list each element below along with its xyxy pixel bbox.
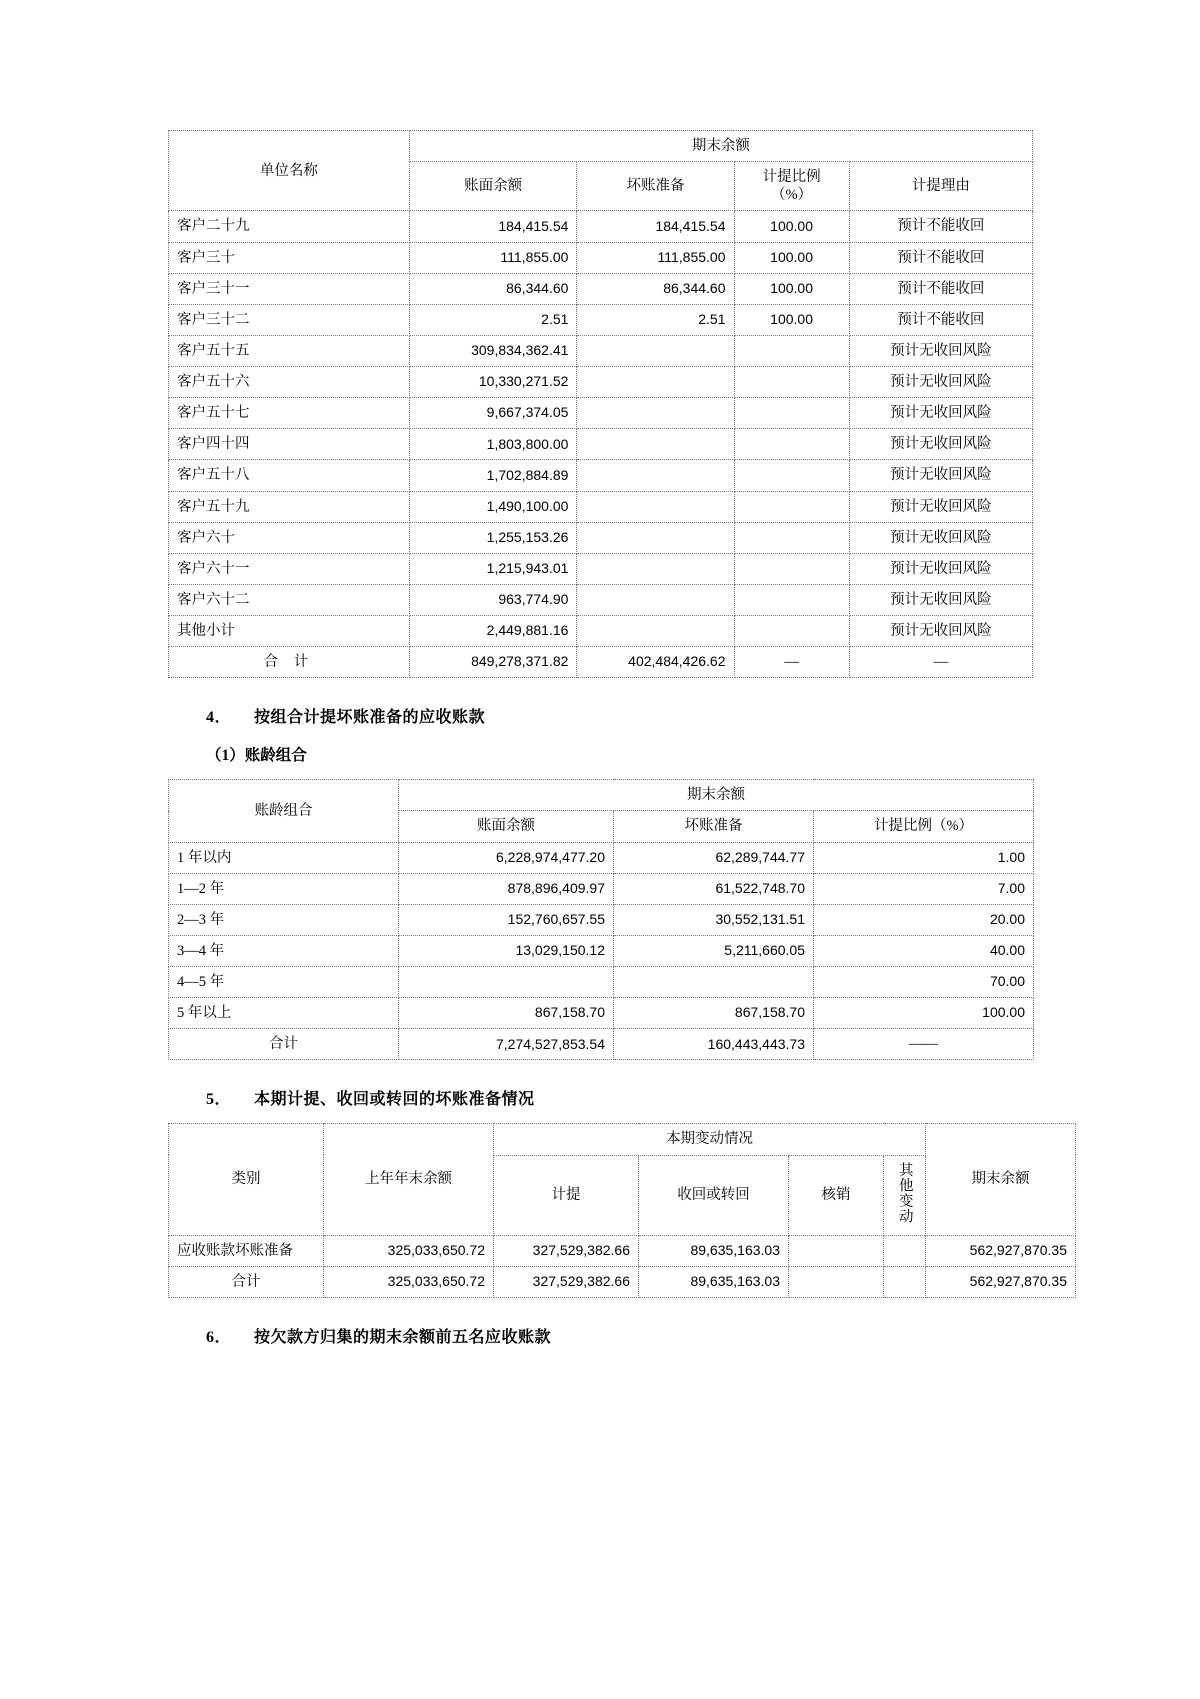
cell-total-book: 7,274,527,853.54 — [399, 1029, 614, 1060]
cell-reason: 预计无收回风险 — [849, 491, 1032, 522]
cell-unit: 客户五十八 — [169, 460, 410, 491]
cell-reason: 预计无收回风险 — [849, 335, 1032, 366]
section-6-heading — [206, 1324, 1033, 1347]
cell-unit: 客户五十七 — [169, 398, 410, 429]
cell-total-end: 562,927,870.35 — [926, 1266, 1076, 1297]
cell-unit: 客户六十一 — [169, 553, 410, 584]
table-header-row — [169, 131, 1033, 162]
table-aging-portfolio — [168, 779, 1034, 1060]
header-end-balance-group: 期末余额 — [399, 780, 1034, 811]
cell-category: 应收账款坏账准备 — [169, 1235, 324, 1266]
cell-bad — [577, 335, 734, 366]
cell-aging: 1 年以内 — [169, 842, 399, 873]
table-row — [169, 1235, 1076, 1266]
header-recover: 收回或转回 — [639, 1155, 789, 1235]
section-4-1-title: 账龄组合 — [244, 747, 307, 765]
header-category: 类别 — [169, 1124, 324, 1235]
table-row — [169, 273, 1033, 304]
cell-reason: 预计无收回风险 — [849, 367, 1032, 398]
cell-aging: 1—2 年 — [169, 873, 399, 904]
cell-book: 6,228,974,477.20 — [399, 842, 614, 873]
cell-unit: 客户六十 — [169, 522, 410, 553]
cell-book: 1,490,100.00 — [409, 491, 577, 522]
cell-reason: 预计无收回风险 — [849, 616, 1032, 647]
cell-bad: 111,855.00 — [577, 242, 734, 273]
cell-ratio: 7.00 — [814, 873, 1034, 904]
cell-total-last-year: 325,033,650.72 — [324, 1266, 494, 1297]
cell-bad — [577, 491, 734, 522]
table-bad-debt-movement — [168, 1123, 1076, 1298]
cell-aging: 2—3 年 — [169, 904, 399, 935]
table-row — [169, 616, 1033, 647]
cell-ratio: 1.00 — [814, 842, 1034, 873]
cell-bad — [577, 553, 734, 584]
cell-book: 1,702,884.89 — [409, 460, 577, 491]
table-row — [169, 304, 1033, 335]
page-content — [168, 130, 1067, 1361]
cell-book: 1,803,800.00 — [409, 429, 577, 460]
cell-book — [399, 967, 614, 998]
cell-accrual: 327,529,382.66 — [494, 1235, 639, 1266]
header-ratio-line1: 计提比例 — [762, 169, 821, 186]
cell-bad — [577, 584, 734, 615]
header-change-group: 本期变动情况 — [494, 1124, 926, 1155]
header-last-year-balance: 上年年末余额 — [324, 1124, 494, 1235]
cell-ratio — [734, 429, 849, 460]
section-4-1-heading — [206, 743, 1033, 765]
cell-book: 2.51 — [409, 304, 577, 335]
section-5-title: 本期计提、收回或转回的坏账准备情况 — [254, 1091, 535, 1109]
cell-reason: 预计不能收回 — [849, 273, 1032, 304]
cell-total-accrual: 327,529,382.66 — [494, 1266, 639, 1297]
cell-aging: 3—4 年 — [169, 935, 399, 966]
cell-total-other — [884, 1266, 926, 1297]
cell-total-label: 合 计 — [169, 647, 410, 678]
cell-ratio — [734, 616, 849, 647]
header-reason: 计提理由 — [849, 162, 1032, 211]
cell-ratio: 20.00 — [814, 904, 1034, 935]
table-row — [169, 584, 1033, 615]
cell-reason: 预计无收回风险 — [849, 429, 1032, 460]
cell-unit: 客户三十 — [169, 242, 410, 273]
header-other-change-text: 其他变动 — [896, 1161, 913, 1224]
cell-ratio: 100.00 — [734, 273, 849, 304]
section-4-number: 4． — [206, 709, 232, 727]
cell-recover: 89,635,163.03 — [639, 1235, 789, 1266]
cell-bad — [577, 616, 734, 647]
cell-ratio — [734, 491, 849, 522]
cell-unit: 客户五十九 — [169, 491, 410, 522]
cell-reason: 预计无收回风险 — [849, 584, 1032, 615]
cell-aging: 4—5 年 — [169, 967, 399, 998]
cell-book: 152,760,657.55 — [399, 904, 614, 935]
cell-book: 9,667,374.05 — [409, 398, 577, 429]
table-row — [169, 211, 1033, 242]
table-row — [169, 842, 1034, 873]
table-row — [169, 429, 1033, 460]
section-4-heading — [206, 704, 1033, 727]
table-row — [169, 967, 1034, 998]
table-row — [169, 553, 1033, 584]
cell-bad: 184,415.54 — [577, 211, 734, 242]
cell-ratio — [734, 460, 849, 491]
cell-other — [884, 1235, 926, 1266]
cell-ratio: 100.00 — [734, 242, 849, 273]
cell-unit: 客户六十二 — [169, 584, 410, 615]
header-ratio: 计提比例（%） — [814, 811, 1034, 842]
table-row — [169, 998, 1034, 1029]
cell-ratio — [734, 584, 849, 615]
cell-unit: 其他小计 — [169, 616, 410, 647]
cell-bad — [577, 522, 734, 553]
cell-book: 10,330,271.52 — [409, 367, 577, 398]
table-row — [169, 398, 1033, 429]
cell-bad — [577, 460, 734, 491]
section-4-title: 按组合计提坏账准备的应收账款 — [254, 709, 486, 727]
cell-book: 309,834,362.41 — [409, 335, 577, 366]
cell-ratio: 100.00 — [814, 998, 1034, 1029]
cell-total-writeoff — [789, 1266, 884, 1297]
table-row — [169, 460, 1033, 491]
cell-ratio — [734, 522, 849, 553]
cell-bad — [577, 429, 734, 460]
header-writeoff: 核销 — [789, 1155, 884, 1235]
section-5-heading — [206, 1086, 1033, 1109]
cell-end: 562,927,870.35 — [926, 1235, 1076, 1266]
cell-total-book: 849,278,371.82 — [409, 647, 577, 678]
table-row — [169, 242, 1033, 273]
cell-bad: 61,522,748.70 — [614, 873, 814, 904]
section-6-number: 6． — [206, 1328, 232, 1346]
cell-bad: 5,211,660.05 — [614, 935, 814, 966]
header-end-balance: 期末余额 — [926, 1124, 1076, 1235]
cell-book: 111,855.00 — [409, 242, 577, 273]
cell-total-bad: 402,484,426.62 — [577, 647, 734, 678]
table-row — [169, 522, 1033, 553]
header-accrual: 计提 — [494, 1155, 639, 1235]
header-ratio — [734, 162, 849, 211]
header-end-balance-group: 期末余额 — [409, 131, 1032, 162]
cell-bad: 86,344.60 — [577, 273, 734, 304]
table-individual-bad-debt — [168, 130, 1033, 678]
cell-bad: 2.51 — [577, 304, 734, 335]
header-bad-debt: 坏账准备 — [577, 162, 734, 211]
cell-bad — [614, 967, 814, 998]
table-header-row — [169, 1124, 1076, 1155]
header-bad-debt: 坏账准备 — [614, 811, 814, 842]
table-row — [169, 873, 1034, 904]
cell-unit: 客户五十六 — [169, 367, 410, 398]
cell-total-label: 合计 — [169, 1029, 399, 1060]
section-6-title: 按欠款方归集的期末余额前五名应收账款 — [254, 1328, 552, 1346]
header-unit-name: 单位名称 — [169, 131, 410, 211]
cell-reason: 预计不能收回 — [849, 242, 1032, 273]
cell-book: 1,255,153.26 — [409, 522, 577, 553]
cell-book: 963,774.90 — [409, 584, 577, 615]
cell-book: 86,344.60 — [409, 273, 577, 304]
cell-ratio: 70.00 — [814, 967, 1034, 998]
table-row — [169, 935, 1034, 966]
cell-total-label: 合计 — [169, 1266, 324, 1297]
cell-ratio — [734, 553, 849, 584]
cell-total-reason: — — [849, 647, 1032, 678]
cell-ratio: 100.00 — [734, 211, 849, 242]
cell-unit: 客户五十五 — [169, 335, 410, 366]
cell-bad — [577, 398, 734, 429]
cell-ratio: 40.00 — [814, 935, 1034, 966]
table-row — [169, 904, 1034, 935]
cell-ratio — [734, 367, 849, 398]
cell-reason: 预计无收回风险 — [849, 553, 1032, 584]
cell-last-year: 325,033,650.72 — [324, 1235, 494, 1266]
table-header-row — [169, 780, 1034, 811]
header-book-balance: 账面余额 — [399, 811, 614, 842]
cell-book: 1,215,943.01 — [409, 553, 577, 584]
cell-book: 13,029,150.12 — [399, 935, 614, 966]
section-4-1-number: （1） — [206, 747, 245, 765]
cell-total-ratio: — — [734, 647, 849, 678]
table-total-row — [169, 1266, 1076, 1297]
table-row — [169, 367, 1033, 398]
table-total-row — [169, 1029, 1034, 1060]
header-book-balance: 账面余额 — [409, 162, 577, 211]
cell-ratio: 100.00 — [734, 304, 849, 335]
cell-total-bad: 160,443,443.73 — [614, 1029, 814, 1060]
table-row — [169, 491, 1033, 522]
table-total-row — [169, 647, 1033, 678]
cell-ratio — [734, 398, 849, 429]
header-other-change — [884, 1155, 926, 1235]
cell-reason: 预计无收回风险 — [849, 460, 1032, 491]
cell-writeoff — [789, 1235, 884, 1266]
cell-unit: 客户二十九 — [169, 211, 410, 242]
cell-total-recover: 89,635,163.03 — [639, 1266, 789, 1297]
cell-book: 878,896,409.97 — [399, 873, 614, 904]
cell-bad: 62,289,744.77 — [614, 842, 814, 873]
cell-reason: 预计无收回风险 — [849, 398, 1032, 429]
cell-unit: 客户四十四 — [169, 429, 410, 460]
header-aging-portfolio: 账龄组合 — [169, 780, 399, 842]
cell-book: 867,158.70 — [399, 998, 614, 1029]
cell-total-ratio: —— — [814, 1029, 1034, 1060]
table-row — [169, 335, 1033, 366]
cell-bad — [577, 367, 734, 398]
cell-bad: 867,158.70 — [614, 998, 814, 1029]
cell-unit: 客户三十一 — [169, 273, 410, 304]
cell-reason: 预计不能收回 — [849, 304, 1032, 335]
cell-reason: 预计无收回风险 — [849, 522, 1032, 553]
cell-reason: 预计不能收回 — [849, 211, 1032, 242]
cell-bad: 30,552,131.51 — [614, 904, 814, 935]
cell-book: 184,415.54 — [409, 211, 577, 242]
cell-book: 2,449,881.16 — [409, 616, 577, 647]
cell-aging: 5 年以上 — [169, 998, 399, 1029]
cell-ratio — [734, 335, 849, 366]
cell-unit: 客户三十二 — [169, 304, 410, 335]
header-ratio-line2: （%） — [771, 187, 813, 204]
section-5-number: 5． — [206, 1091, 232, 1109]
